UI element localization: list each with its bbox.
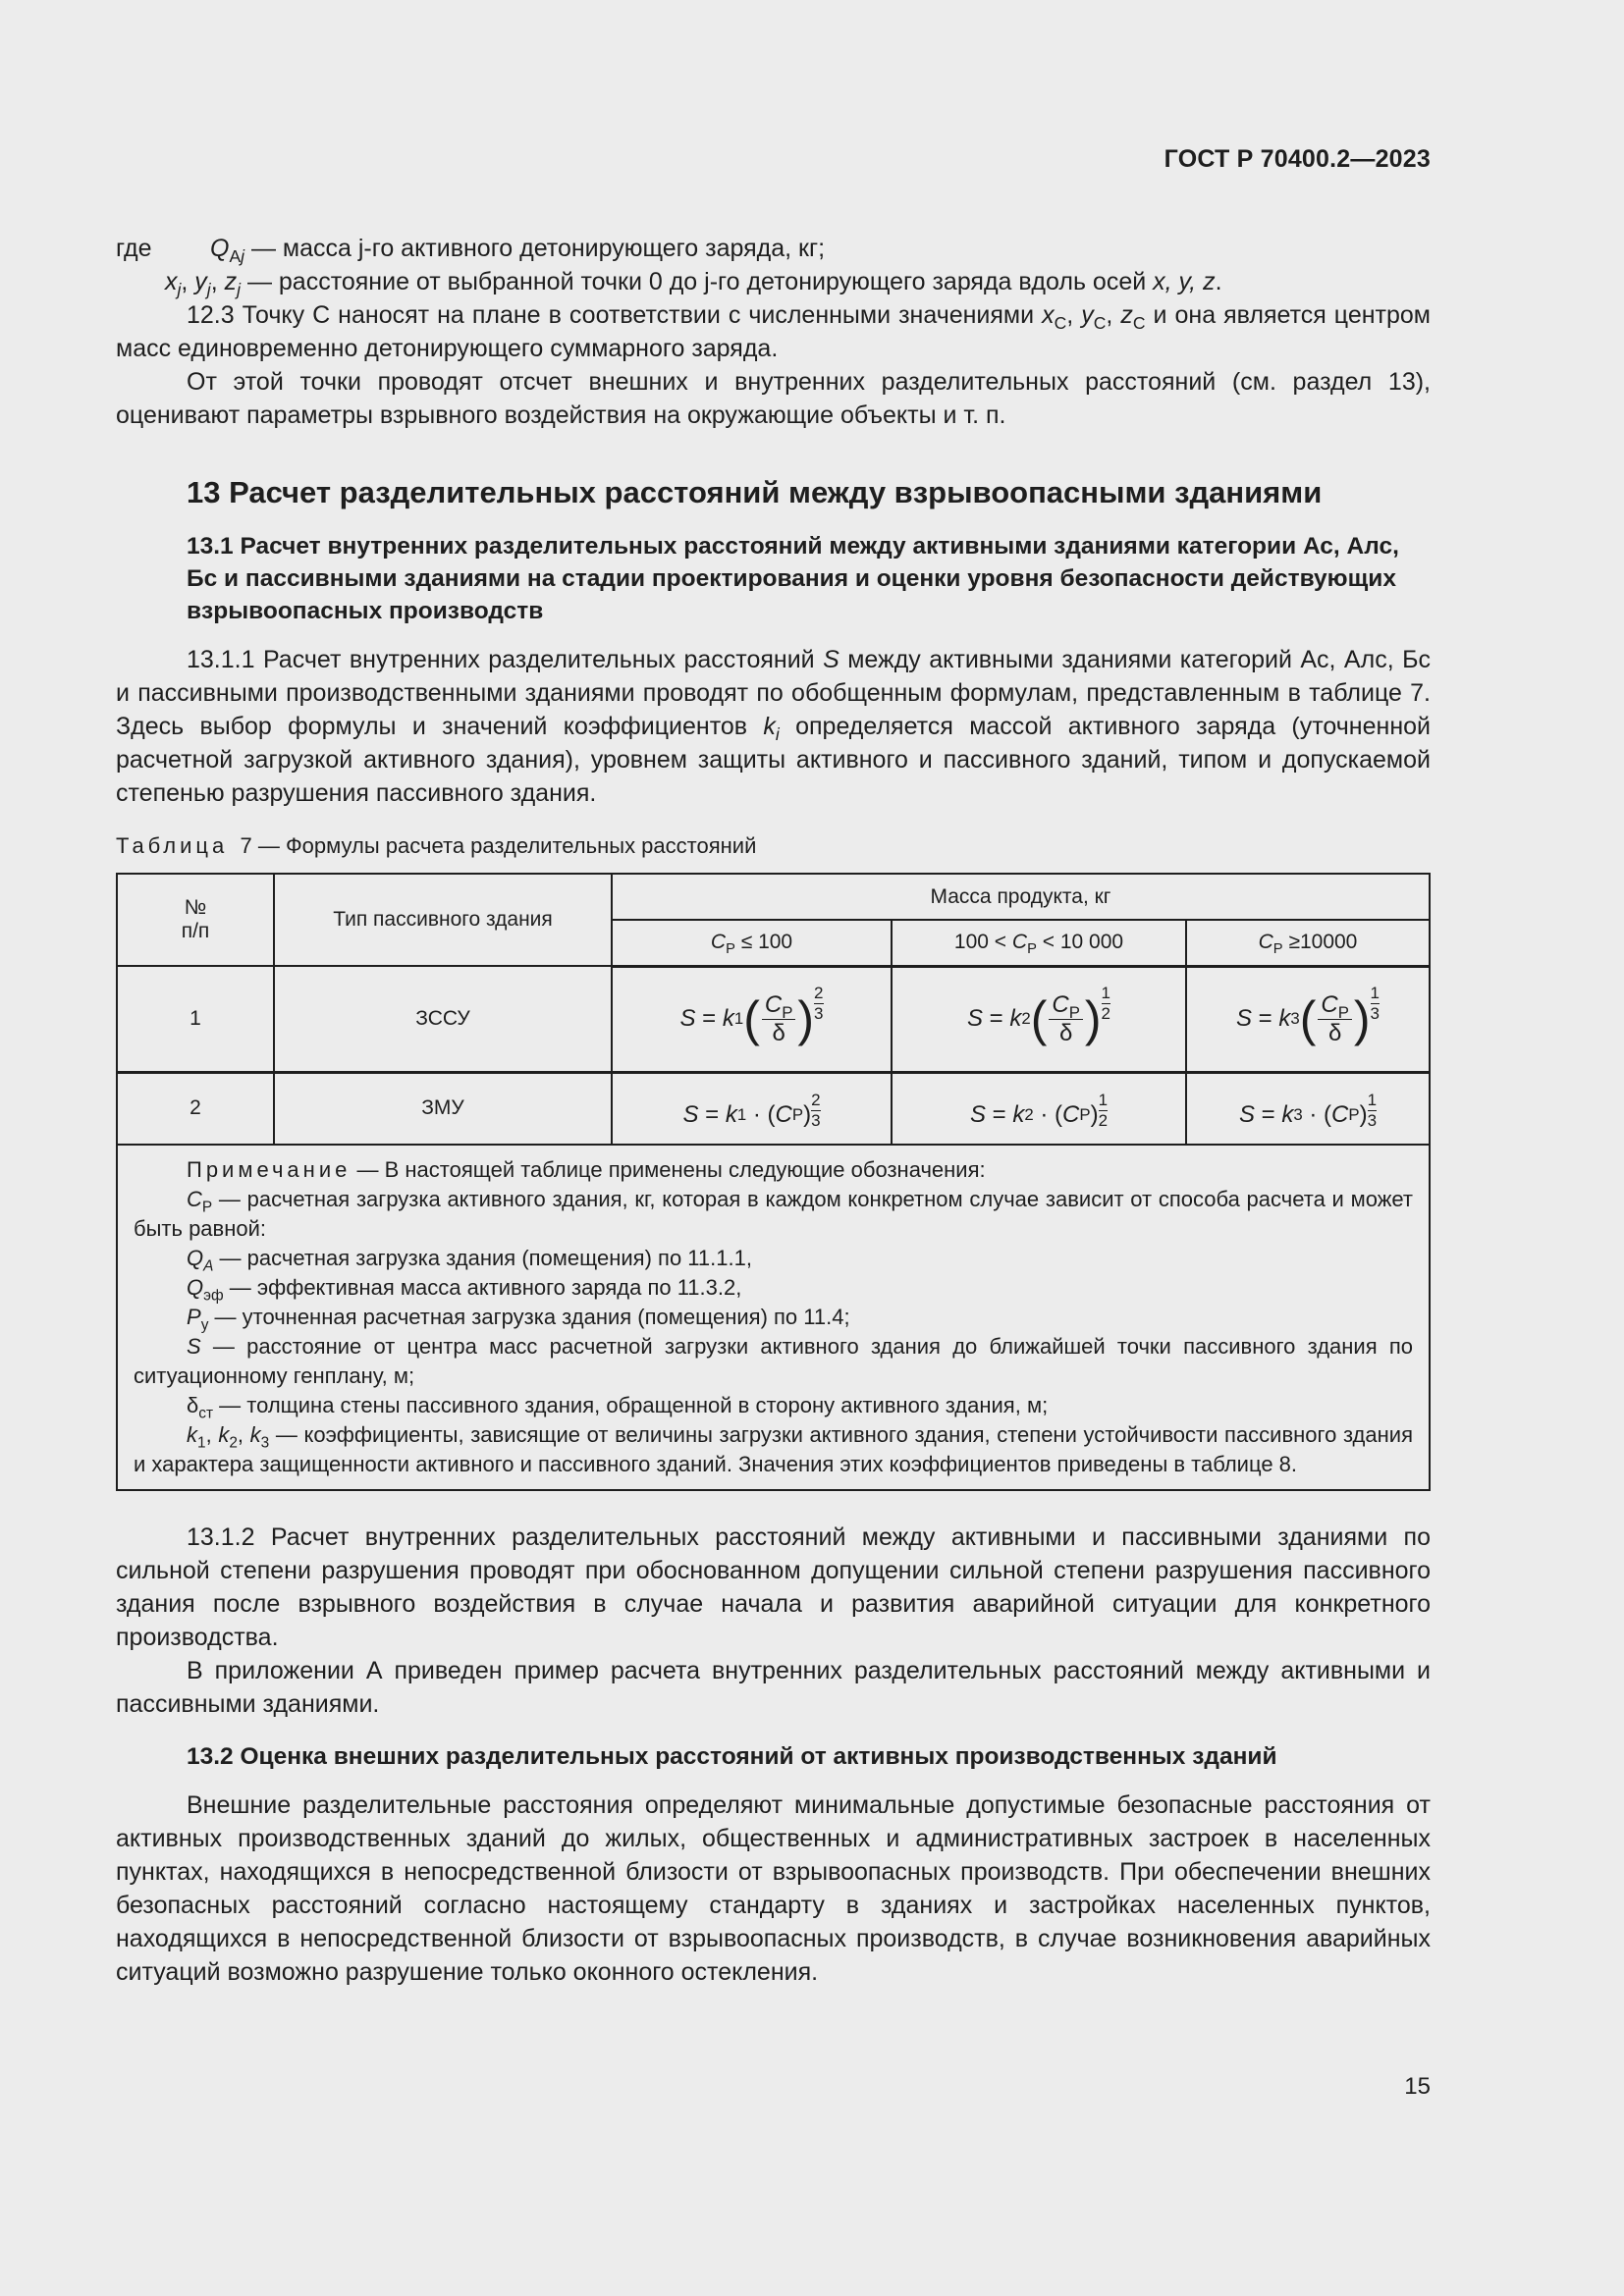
note-k: $k_1$, $k_2$, $k_3$ — коэффициенты, зависящие от величины загрузки активного здания, степени устойчивости пассивного здания и характера защищенности активного и пассивного зданий. Значения этих коэффициентов приведены в таблице 8. [134,1422,1413,1476]
note-qef: $Q_{эф}$ — эффективная масса активного заряда по 11.3.2, [187,1275,742,1305]
col-header-number: № п/п [117,874,274,966]
formula-1-1: S = k 1 ( $\frac{C_P}{\delta}$ ) 2 3 [612,966,892,1072]
row-number: 1 [117,966,274,1072]
row-number: 2 [117,1072,274,1145]
where-xyz-definition: $x_j$, $y_j$, $z_j$ — расстояние от выбранной точки 0 до j-го детонирующего заряда вдоль осей x, y, z. [165,268,1222,299]
table-row [117,966,1430,1072]
document-id: ГОСТ Р 70400.2—2023 [1164,145,1431,173]
formula-2-1: S = k 1 · ( C P ) 2 3 [612,1072,892,1145]
table-row [117,1072,1430,1145]
row-type: ЗССУ [274,966,612,1072]
where-block [116,232,1431,265]
table-7 [116,873,1431,1491]
table-7-caption: Таблица 7 — Формулы расчета разделительных расстояний [116,833,757,858]
note-qa: $Q_A$ — расчетная загрузка здания (помещения) по 11.1.1, [187,1246,752,1275]
col-header-mass: Масса продукта, кг [612,874,1430,920]
section-13-heading: 13 Расчет разделительных расстояний между взрывоопасными зданиями [187,475,1323,509]
paragraph-13-2: Внешние разделительные расстояния определяют минимальные допустимые безопасные расстояния от активных производственных зданий до жилых, общественных и административных застроек в населенных пунктах, находящихся в непосредственной близости от взрывоопасных производств. При обеспечении внешних безопасных расстояний согласно настоящему стандарту в зданиях и застройках населенных пунктов, находящихся в непосредственной близости от взрывоопасных производств, в случае возникновения аварийных ситуаций возможно разрушение только оконного остекления. [116,1791,1431,1986]
paragraph-13-1-2: 13.1.2 Расчет внутренних разделительных расстояний между активными и пассивными зданиями по сильной степени разрушения проводят при обоснованном допущении сильной степени разрушения пассивного здания после взрывного воздействия в случае начала и развития аварийной ситуации для конкретного производства. [116,1523,1431,1651]
row-type: ЗМУ [274,1072,612,1145]
table-7-note [117,1145,1430,1490]
section-13-1-heading: 13.1 Расчет внутренних разделительных расстояний между активными зданиями категории Ас, Алс, Бс и пассивными зданиями на стадии проектирования и оценки уровня безопасности действующих взрывоопасных производств [187,533,1399,624]
formula-2-3: S = k 3 · ( C P ) 1 3 [1186,1072,1430,1145]
section-13-2-heading: 13.2 Оценка внешних разделительных расстояний от активных производственных зданий [187,1743,1277,1770]
note-cp: $C_P$ — расчетная загрузка активного здания, кг, которая в каждом конкретном случае зависит от способа расчета и может быть равной: [134,1187,1413,1241]
note-intro: Примечание — В настоящей таблице применены следующие обозначения: [187,1157,986,1182]
page-number: 15 [1404,2073,1431,2100]
formula-1-2: S = k 2 ( $\frac{C_P}{\delta}$ ) 1 2 [892,966,1186,1072]
paragraph-appendix: В приложении А приведен пример расчета внутренних разделительных расстояний между активными и пассивными зданиями. [116,1657,1431,1718]
note-s: S — расстояние от центра масс расчетной загрузки активного здания до ближайшей точки пассивного здания по ситуационному генплану, м; [134,1334,1413,1388]
note-py: $P_у$ — уточненная расчетная загрузка здания (помещения) по 11.4; [187,1305,850,1334]
paragraph-from-point: От этой точки проводят отсчет внешних и внутренних разделительных расстояний (см. раздел 13), оценивают параметры взрывного воздействия на окружающие объекты и т. п. [116,368,1431,429]
formula-1-3: S = k 3 ( $\frac{C_P}{\delta}$ ) 1 3 [1186,966,1430,1072]
paragraph-13-1-1: 13.1.1 Расчет внутренних разделительных расстояний S между активными зданиями категорий Ас, Алс, Бс и пассивными производственными зданиями проводят по обобщенным формулам, представленным в таблице 7. Здесь выбор формулы и значений коэффициентов $k_i$ определяется массой активного заряда (уточненной расчетной загрузкой активного здания), уровнем защиты активного и пассивного зданий, типом и допускаемой степенью разрушения пассивного здания. [116,646,1432,807]
where-label: где [116,235,152,262]
where-q-definition: $Q_{Aj}$ — масса j-го активного детонирующего заряда, кг; [210,235,826,266]
col-header-type: Тип пассивного здания [274,874,612,966]
note-dst: $\delta_{ст}$ — толщина стены пассивного здания, обращенной в сторону активного здания, м; [187,1393,1049,1422]
paragraph-12-3: 12.3 Точку С наносят на плане в соответствии с численными значениями $x_C$, $y_C$, $z_C$ и она является центром масс единовременно детонирующего суммарного заряда. [116,301,1431,362]
formula-2-2: S = k 2 · ( C P ) 1 2 [892,1072,1186,1145]
col-header-range-2: $100 < C_P < 10$ 000 [892,920,1186,966]
page-content [116,232,1431,1989]
col-header-range-3: $C_P \ge 10000$ [1186,920,1430,966]
col-header-range-1: $C_P \le 100$ [612,920,892,966]
